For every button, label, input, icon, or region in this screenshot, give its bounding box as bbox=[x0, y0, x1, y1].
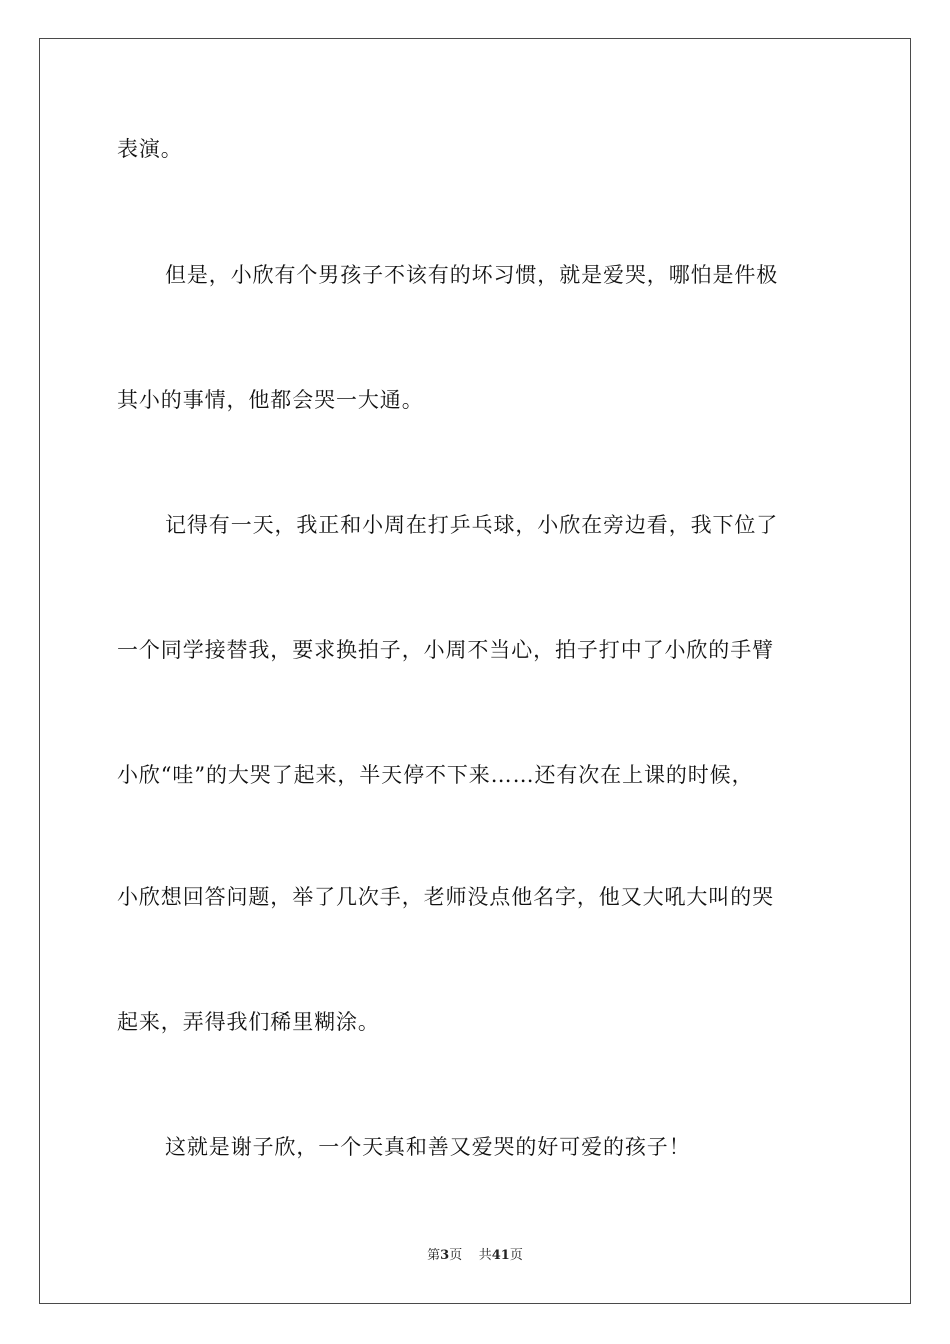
footer-page-prefix: 第 bbox=[427, 1248, 441, 1263]
footer-total-suffix: 页 bbox=[509, 1248, 523, 1263]
footer-total-pages: 41 bbox=[491, 1248, 510, 1263]
footer-total-prefix: 共 bbox=[478, 1248, 492, 1263]
page-footer bbox=[0, 1247, 950, 1265]
page-border bbox=[39, 38, 911, 1304]
paragraph-line-5: 一个同学接替我，要求换拍子，小周不当心，拍子打中了小欣的手臂 bbox=[117, 638, 774, 662]
paragraph-line-2: 但是，小欣有个男孩子不该有的坏习惯，就是爱哭，哪怕是件极 bbox=[165, 263, 779, 287]
paragraph-line-8: 起来，弄得我们稀里糊涂。 bbox=[117, 1010, 380, 1034]
paragraph-line-6: 小欣“哇”的大哭了起来，半天停不下来……还有次在上课的时候， bbox=[117, 763, 754, 787]
paragraph-line-3: 其小的事情，他都会哭一大通。 bbox=[117, 388, 424, 412]
paragraph-line-1: 表演。 bbox=[117, 137, 183, 161]
footer-page-suffix: 页 bbox=[449, 1248, 463, 1263]
paragraph-line-7: 小欣想回答问题，举了几次手，老师没点他名字，他又大吼大叫的哭 bbox=[117, 885, 774, 909]
footer-page-number: 3 bbox=[440, 1248, 450, 1263]
paragraph-line-4: 记得有一天，我正和小周在打乒乓球，小欣在旁边看，我下位了 bbox=[165, 513, 779, 537]
paragraph-line-9: 这就是谢子欣，一个天真和善又爱哭的好可爱的孩子！ bbox=[165, 1135, 691, 1159]
